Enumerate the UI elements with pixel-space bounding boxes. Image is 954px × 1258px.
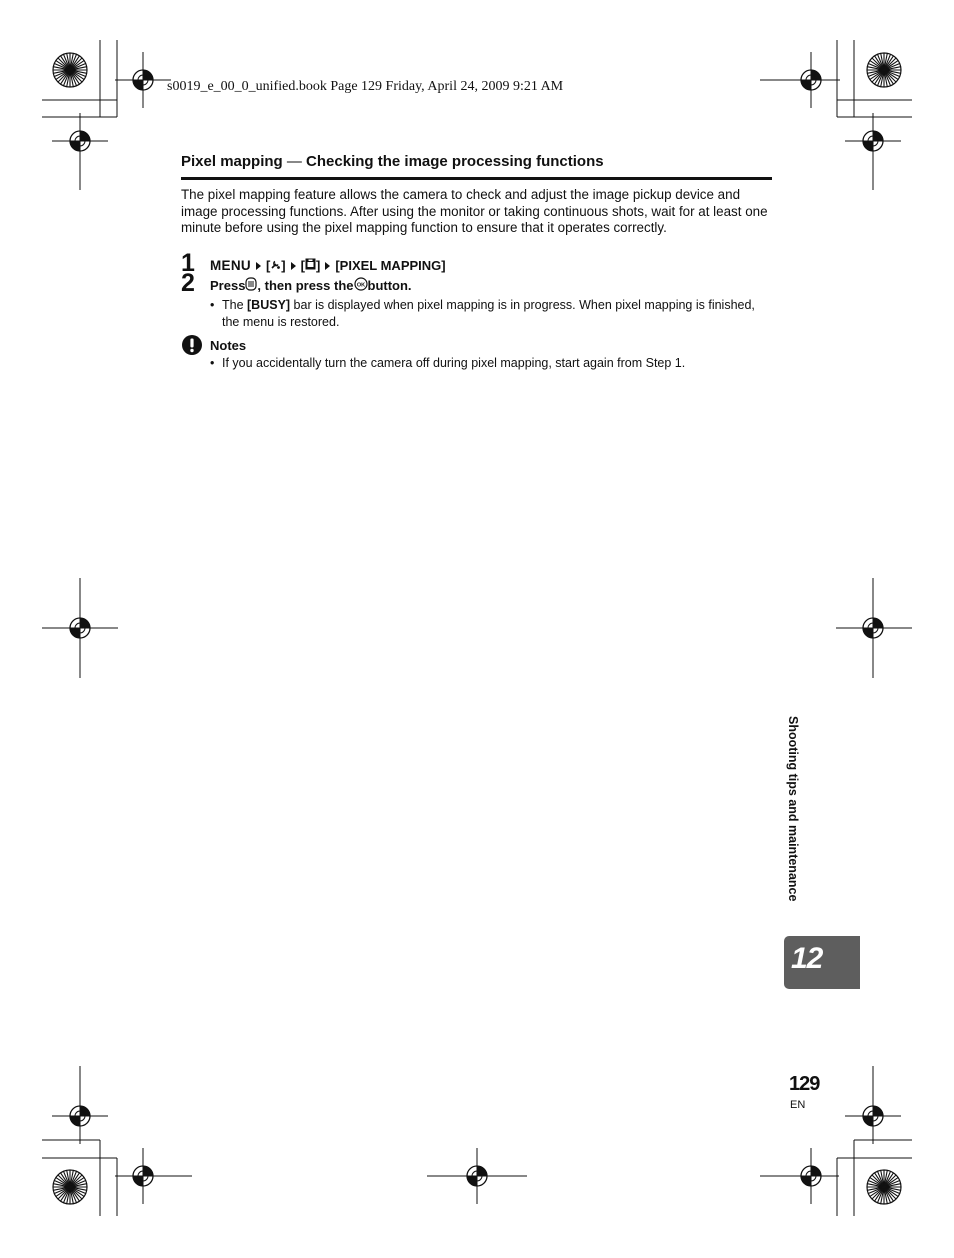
bracket-open-1: [ [265, 258, 271, 274]
bullet-prefix: The [222, 298, 248, 312]
exclamation-icon [182, 335, 202, 355]
heading-main: Pixel mapping [181, 153, 283, 170]
intro-paragraph: The pixel mapping feature allows the camera to check and adjust the image pickup device and image processing functions. After using the monitor or taking continuous shots, wait for at least one minute before using the pixel mapping function to ensure that it operates correctly. [181, 187, 768, 235]
step-2-text-before: Press [210, 278, 246, 294]
book-info-header: s0019_e_00_0_unified.book Page 129 Friday, April 24, 2009 9:21 AM [167, 79, 564, 94]
section-heading [181, 153, 772, 170]
chapter-side-label: Shooting tips and maintenance [786, 716, 800, 902]
step-number-2: 2 [181, 269, 195, 297]
heading-sub: Checking the image processing functions [306, 153, 604, 170]
bracket-open-2: [ [300, 258, 305, 274]
pixel-mapping-item: [PIXEL MAPPING] [335, 258, 446, 274]
heading-dash: — [282, 153, 307, 170]
chapter-number: 12 [791, 942, 823, 975]
heading-rule [181, 177, 772, 180]
bracket-close-2: ] [315, 258, 321, 274]
notes-title: Notes [210, 338, 247, 353]
notes-item-text: If you accidentally turn the camera off during pixel mapping, start again from Step 1. [222, 356, 686, 370]
step-2-text-after: button. [367, 278, 412, 294]
step-number-1: 1 [181, 249, 195, 277]
page-number: 129 [789, 1073, 820, 1095]
bracket-close-1: ] [281, 258, 286, 274]
wrench-settings-icon [270, 258, 281, 273]
language-code: EN [790, 1099, 806, 1111]
bullet-rest: bar is displayed when pixel mapping is in progress. When pixel mapping is finished, the menu is restored. [222, 298, 755, 329]
arrow-right-icon [256, 262, 261, 270]
menu-label: MENU [210, 258, 251, 274]
busy-label: [BUSY] [247, 298, 291, 312]
svg-text:OK: OK [356, 282, 365, 289]
shutter-button-icon [245, 277, 257, 294]
bullet-dot: • [210, 356, 215, 370]
arrow-right-icon [325, 262, 330, 270]
step-2-bullet-text [222, 297, 770, 330]
arrow-right-icon [291, 262, 296, 270]
step-2-bullet [210, 297, 770, 330]
step-2-instruction [210, 277, 412, 294]
bullet-dot: • [210, 298, 215, 312]
notes-bullet [210, 355, 770, 372]
ok-button-icon [354, 277, 368, 294]
camera-setup-icon [305, 258, 316, 273]
step-2-text-middle: , then press the [257, 278, 354, 294]
step-1-instruction [210, 257, 446, 273]
